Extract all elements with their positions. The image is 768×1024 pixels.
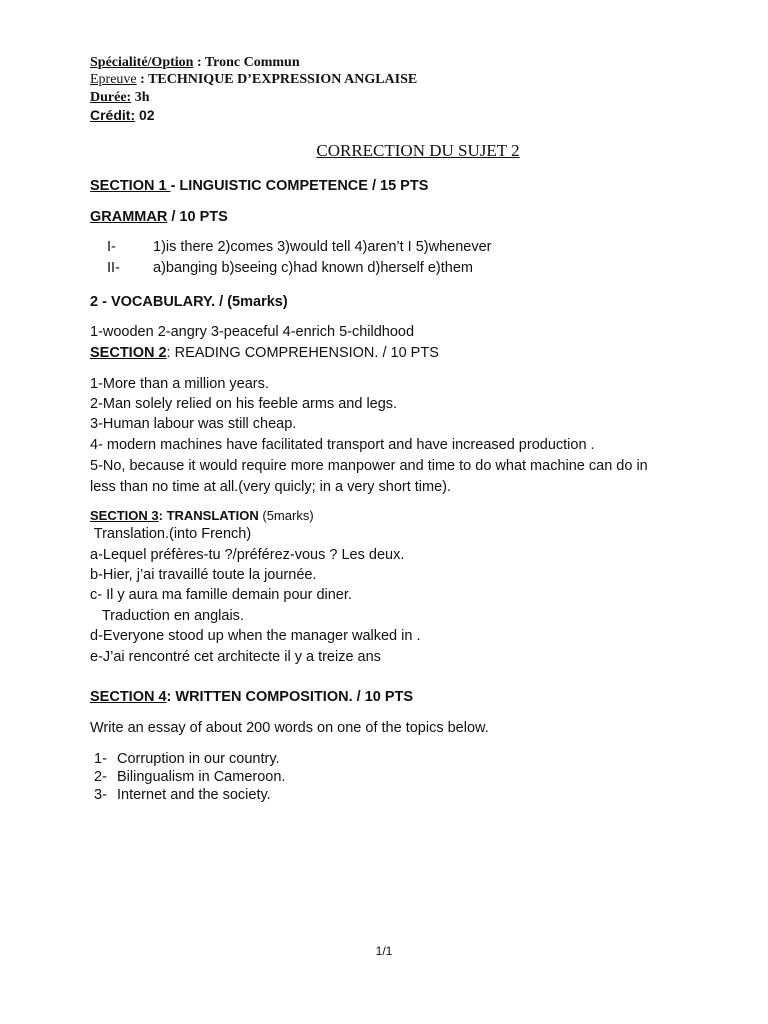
reading-answer: 5-No, because it would require more manpower and time to do what machine can do in: [90, 458, 648, 474]
section2-title: : READING COMPREHENSION. / 10 PTS: [166, 345, 439, 361]
topic-text: Internet and the society.: [117, 787, 271, 803]
reading-answer: less than no time at all.(very quicly; in a very short time).: [90, 479, 452, 495]
epreuve-label: Epreuve: [90, 72, 137, 87]
grammar-points: / 10 PTS: [167, 209, 228, 225]
credit-value: 02: [135, 107, 155, 123]
section3-heading: [90, 508, 314, 523]
reading-answer: 2-Man solely relied on his feeble arms and legs.: [90, 396, 398, 412]
specialite-label: Spécialité/Option: [90, 55, 194, 70]
reading-answer: 1-More than a million years.: [90, 376, 269, 392]
topic-number: 2-: [94, 769, 107, 785]
vocabulary-answers: 1-wooden 2-angry 3-peaceful 4-enrich 5-childhood: [90, 324, 415, 340]
topic-text: Corruption in our country.: [117, 751, 280, 767]
section2-heading: [90, 345, 439, 361]
grammar-row-answers: a)banging b)seeing c)had known d)herself e)them: [153, 260, 473, 276]
section3-marks: (5marks): [258, 508, 314, 523]
translation-line: Translation.(into French): [90, 526, 252, 542]
grammar-row-num: I-: [107, 239, 116, 255]
section3-title: : TRANSLATION: [158, 508, 259, 523]
topic-text: Bilingualism in Cameroon.: [117, 769, 286, 785]
topic-number: 1-: [94, 751, 107, 767]
translation-line: Traduction en anglais.: [90, 608, 244, 624]
credit-label: Crédit:: [90, 107, 136, 123]
page-number: 1/1: [375, 944, 393, 958]
topic-number: 3-: [94, 787, 107, 803]
section3-label: SECTION 3: [90, 508, 159, 523]
duree-value: 3h: [131, 90, 150, 105]
section1-label: SECTION 1: [90, 178, 171, 194]
essay-instruction: Write an essay of about 200 words on one of the topics below.: [90, 720, 489, 736]
translation-line: d-Everyone stood up when the manager walked in .: [90, 628, 421, 644]
grammar-row-answers: 1)is there 2)comes 3)would tell 4)aren’t I 5)whenever: [153, 239, 492, 255]
header-duree: [90, 89, 150, 106]
grammar-label: GRAMMAR: [90, 209, 168, 225]
grammar-heading: [90, 209, 228, 225]
reading-answer: 4- modern machines have facilitated transport and have increased production .: [90, 437, 595, 453]
duree-label: Durée:: [90, 90, 132, 105]
section2-label: SECTION 2: [90, 345, 167, 361]
header-epreuve: [90, 71, 417, 88]
section4-heading: [90, 689, 413, 705]
section1-heading: [90, 178, 428, 194]
section4-label: SECTION 4: [90, 689, 167, 705]
vocabulary-heading: 2 - VOCABULARY. / (5marks): [90, 294, 288, 310]
header-credit: [90, 107, 155, 124]
translation-line: c- Il y aura ma famille demain pour diner.: [90, 587, 352, 603]
header-specialite: [90, 54, 300, 71]
translation-line: a-Lequel préfères-tu ?/préférez-vous ? Les deux.: [90, 547, 405, 563]
epreuve-value: : TECHNIQUE D’EXPRESSION ANGLAISE: [136, 72, 418, 87]
section1-title: - LINGUISTIC COMPETENCE / 15 PTS: [170, 178, 429, 194]
translation-line: e-J’ai rencontré cet architecte il y a treize ans: [90, 649, 381, 665]
reading-answer: 3-Human labour was still cheap.: [90, 416, 297, 432]
grammar-row-num: II-: [107, 260, 120, 276]
specialite-value: : Tronc Commun: [193, 55, 300, 70]
translation-line: b-Hier, j’ai travaillé toute la journée.: [90, 567, 317, 583]
document-title: CORRECTION DU SUJET 2: [316, 141, 520, 160]
section4-title: : WRITTEN COMPOSITION. / 10 PTS: [166, 689, 414, 705]
